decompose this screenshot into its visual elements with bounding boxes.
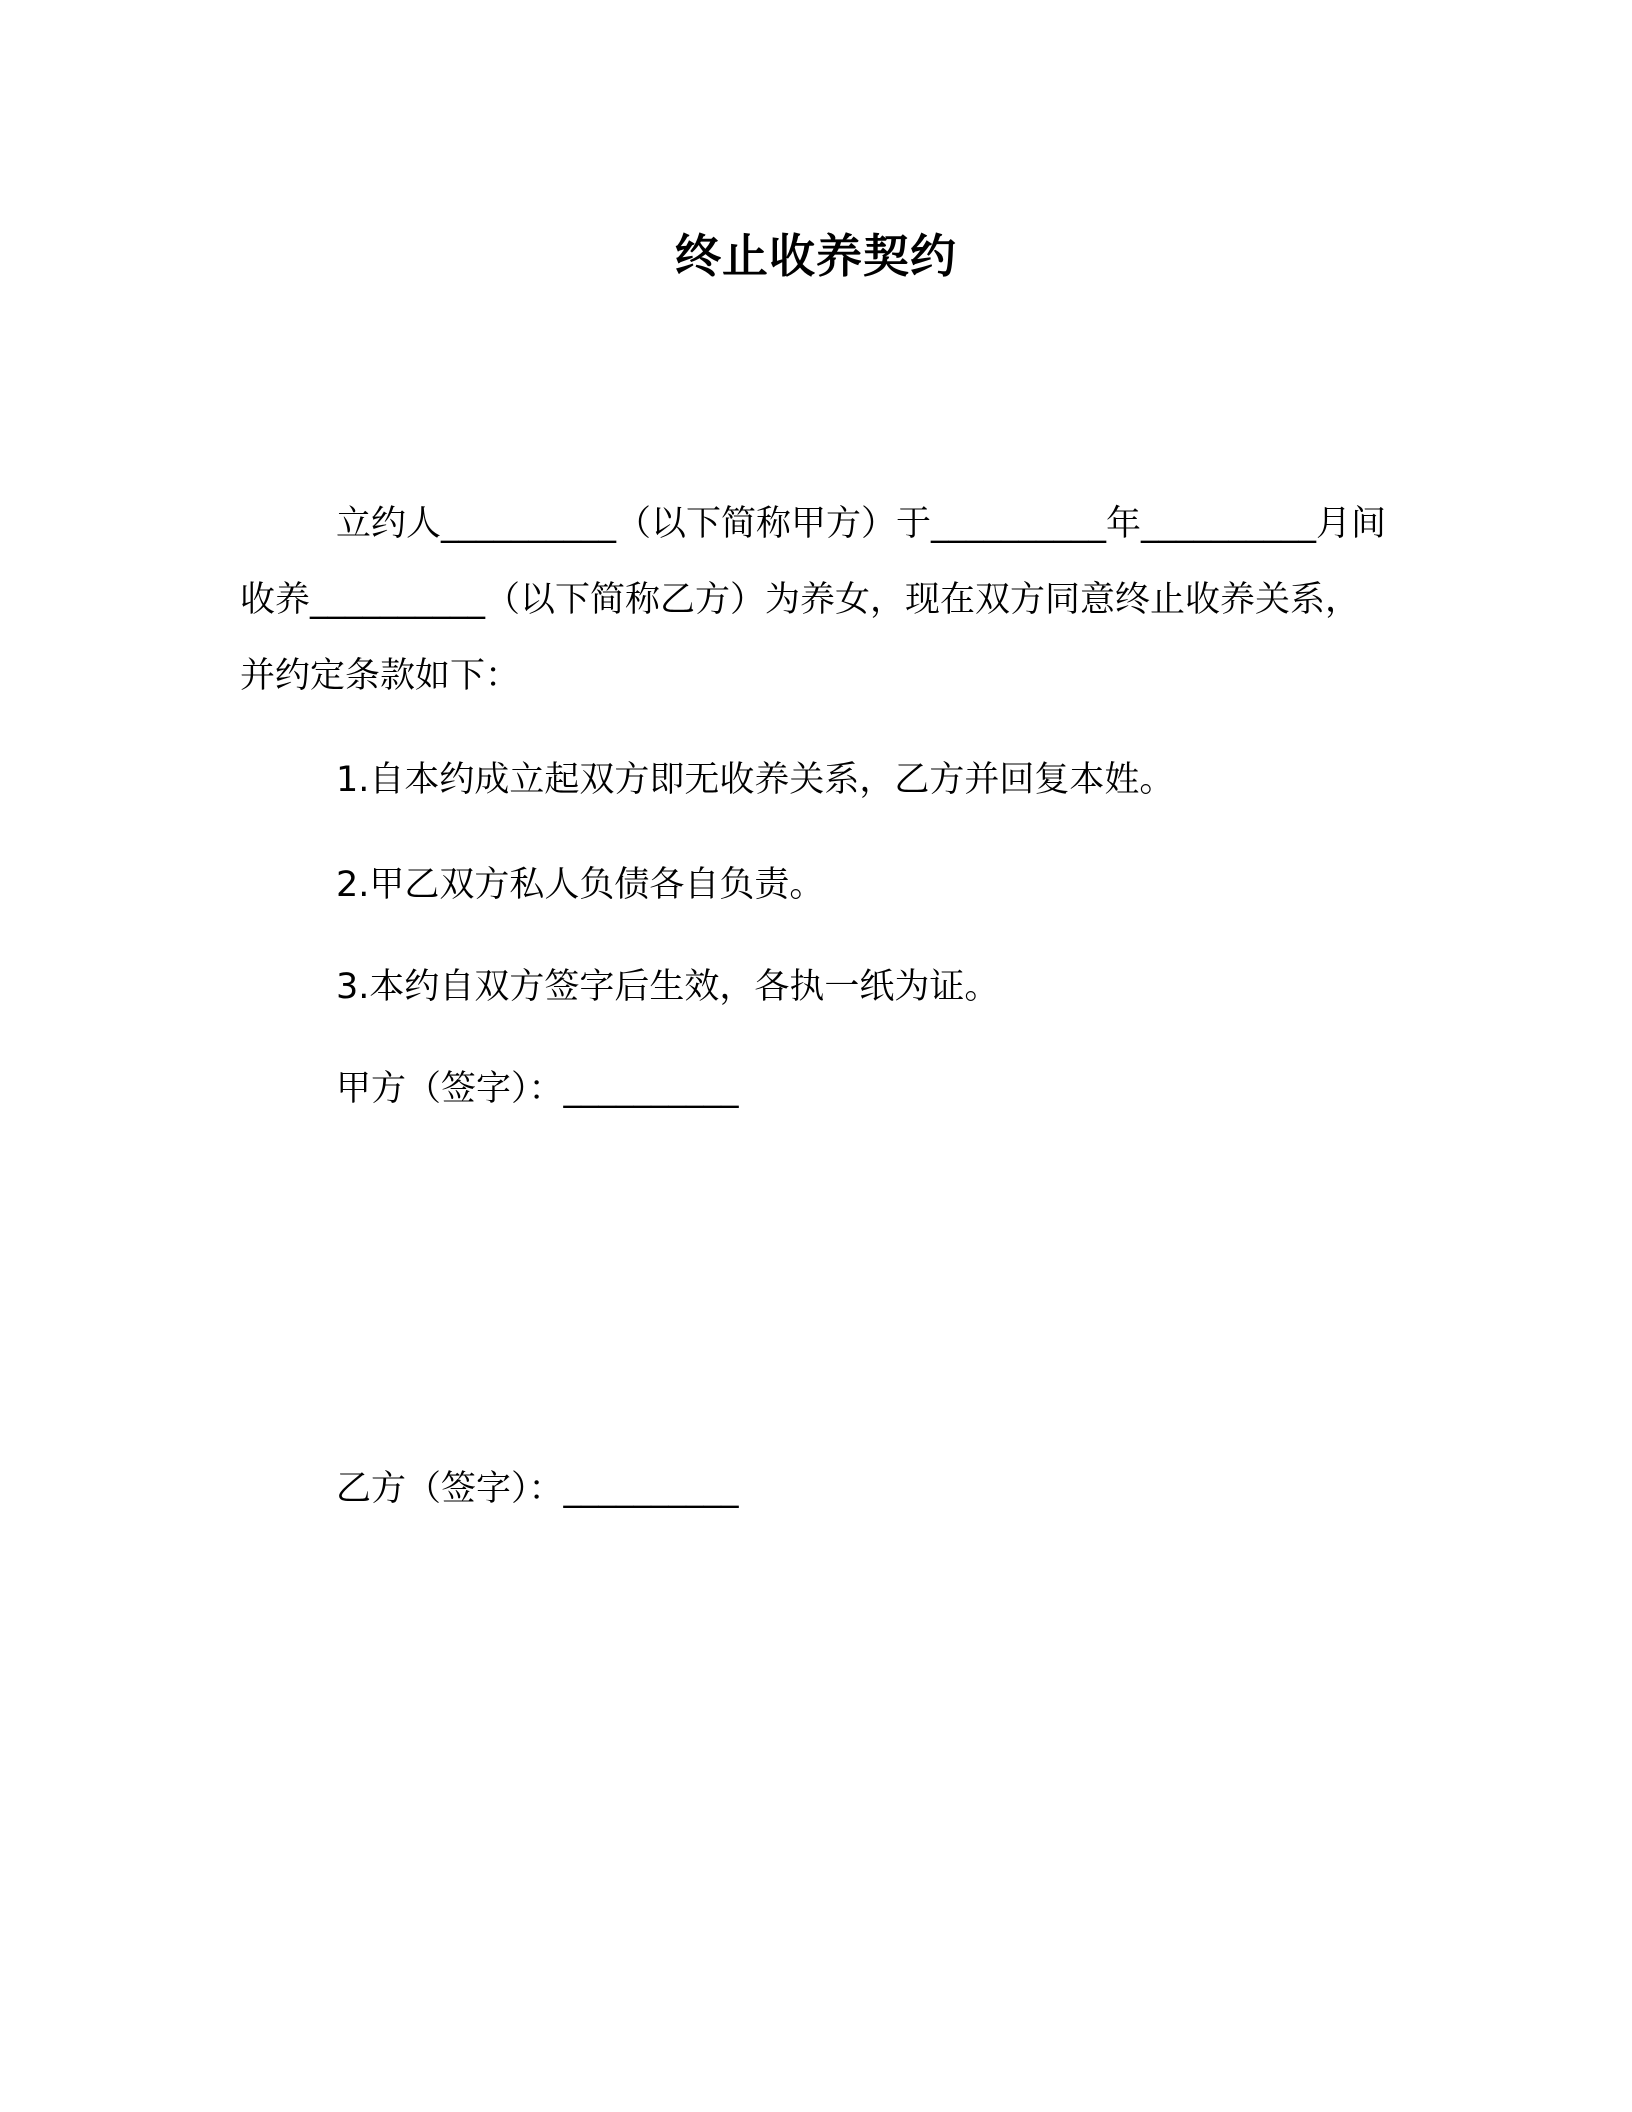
clause-2: 2.甲乙双方私人负债各自负责。	[336, 865, 825, 905]
document-title: 终止收养契约	[675, 229, 957, 283]
clause-1: 1.自本约成立起双方即无收养关系，乙方并回复本姓。	[336, 760, 1175, 800]
intro-paragraph: 立约人__________（以下简称甲方）于__________年__________月间收养__________（以下简称乙方）为养女，现在双方同意终止收养关系，并约定条款如下：	[240, 504, 1387, 696]
party-b-signature-line: 乙方（签字）：__________	[336, 1469, 739, 1509]
party-a-signature-line: 甲方（签字）：__________	[336, 1069, 739, 1109]
clause-3: 3.本约自双方签字后生效，各执一纸为证。	[336, 967, 1000, 1007]
